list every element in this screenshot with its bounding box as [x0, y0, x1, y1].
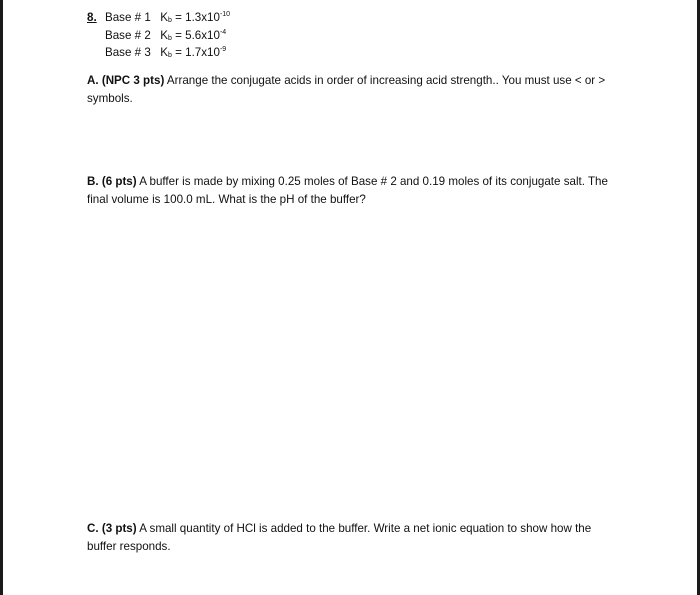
kb-value: $1.3x10^{-10}$ [185, 11, 231, 24]
kb-value: $5.6x10^{-4}$ [185, 28, 227, 42]
base-row-2 [105, 27, 230, 45]
equals-sign: = [175, 11, 182, 24]
part-c-points: (3 pts) [101, 522, 137, 535]
base-name: Base # 2 [105, 28, 151, 42]
part-b-text: A buffer is made by mixing 0.25 moles of Base # 2 and 0.19 moles of its conjugate salt. The final volume is 100.0 mL. What is the pH of the buffer? [87, 175, 608, 206]
part-b-label: B. [87, 175, 99, 188]
part-a-points: (NPC 3 pts) [101, 74, 165, 87]
kb-symbol: $K_b$ [160, 11, 172, 24]
part-a [87, 72, 617, 107]
base-row-3 [105, 44, 230, 62]
part-c [87, 520, 617, 555]
kb-symbol: $K_b$ [160, 28, 172, 42]
base-name: Base # 3 [105, 46, 151, 59]
question-number: 8. [87, 11, 97, 24]
part-c-text: A small quantity of HCl is added to the buffer. Write a net ionic equation to show how the buffer responds. [87, 522, 592, 553]
part-a-text: Arrange the conjugate acids in order of increasing acid strength.. You must use < or > symbols. [87, 74, 606, 105]
base-name: Base # 1 [105, 11, 151, 24]
part-c-label: C. [87, 522, 99, 535]
equals-sign: = [175, 46, 182, 59]
kb-value: $1.7x10^{-9}$ [185, 46, 227, 59]
part-b-points: (6 pts) [101, 175, 137, 188]
kb-symbol: $K_b$ [160, 46, 172, 59]
base-row-1 [105, 9, 230, 27]
part-b [87, 173, 617, 208]
base-list [105, 9, 230, 62]
equals-sign: = [175, 28, 182, 42]
part-a-label: A. [87, 74, 99, 87]
